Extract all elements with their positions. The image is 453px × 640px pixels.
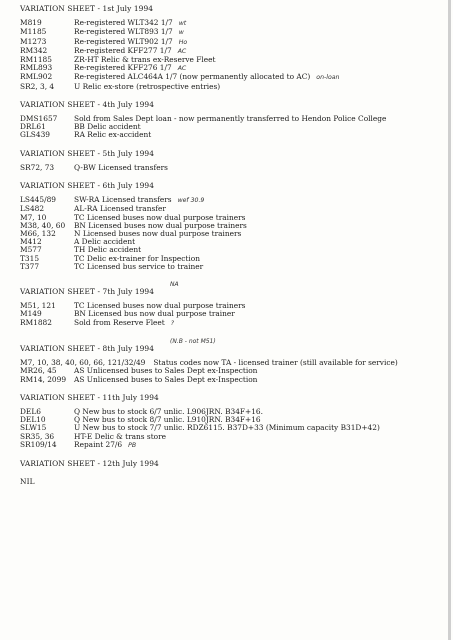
section-heading: VARIATION SHEET - 5th July 1994 [20, 148, 155, 158]
entry-text: HT-E Delic & trans store [74, 431, 167, 441]
variation-section [20, 281, 443, 328]
variation-section [20, 338, 443, 384]
handwritten-note: AC [177, 65, 187, 73]
entry-text: Re-registered KFF277 1/7 [74, 45, 172, 55]
section-heading: VARIATION SHEET - 4th July 1994 [20, 99, 155, 109]
entry-text: Re-registered WLT342 1/7 [74, 18, 173, 28]
handwritten-note: Ho [178, 38, 188, 46]
entry-text: Q New bus to stock 6/7 unlic. L906JRN. B34F+16. [74, 406, 263, 416]
entry-text: TH Delic accident [74, 245, 142, 255]
entry-description [74, 441, 443, 450]
entry-row [20, 263, 443, 271]
fleet-code: GLS439 [20, 130, 50, 140]
entry-text: Repaint 27/6 [74, 439, 123, 449]
fleet-code: M7, 10 [20, 212, 47, 222]
fleet-code: M149 [20, 309, 42, 319]
fleet-code: M412 [20, 237, 42, 247]
fleet-code: RML902 [20, 72, 53, 82]
fleet-code: DEL6 [20, 406, 41, 416]
section-heading: VARIATION SHEET - 6th July 1994 [20, 181, 155, 191]
section-heading: VARIATION SHEET - 1st July 1994 [20, 4, 154, 13]
variation-section [20, 478, 443, 486]
entry-text: TC Licensed buses now dual purpose trainers [74, 301, 246, 311]
variation-section [20, 182, 443, 271]
entry-text: AL-RA Licensed transfer [74, 204, 166, 214]
entry-text: BB Delic accident [74, 122, 141, 132]
handwritten-note: (N.B - not M51) [170, 337, 216, 345]
entry-row [20, 319, 443, 328]
entry-text: AS Unlicensed buses to Sales Dept ex-Inspection [74, 366, 258, 376]
entry-row [20, 441, 443, 450]
fleet-code: RM342 [20, 45, 48, 55]
variation-section [20, 5, 443, 91]
entry-text: SW-RA Licensed transfers [74, 195, 172, 205]
fleet-code: M66, 132 [20, 229, 56, 239]
entry-text: Re-registered ALC464A 1/7 (now permanently allocated to AC) [74, 72, 311, 82]
section-heading: NIL [20, 477, 35, 487]
fleet-code: T315 [20, 253, 40, 263]
entry-row [20, 376, 443, 384]
entry-text: TC Licensed buses now dual purpose trainers [74, 212, 246, 222]
fleet-code: MR26, 45 [20, 366, 57, 376]
entry-description [74, 131, 443, 139]
fleet-code: DMS1657 [20, 114, 58, 124]
fleet-code: RM14, 2099 [20, 374, 67, 384]
entry-description [74, 83, 443, 91]
fleet-code: SR35, 36 [20, 431, 55, 441]
fleet-code: DRL61 [20, 122, 46, 132]
fleet-code: M1273 [20, 36, 47, 46]
entry-description [74, 263, 443, 271]
handwritten-note: w [178, 29, 184, 37]
section-heading: VARIATION SHEET - 11th July 1994 [20, 392, 159, 402]
section-heading: VARIATION SHEET - 8th July 1994 [20, 343, 155, 353]
fleet-code: RM1185 [20, 55, 52, 65]
entry-text: N Licensed buses now dual purpose trainers [74, 229, 242, 239]
entry-text: BN Licensed buses now dual purpose trainers [74, 220, 247, 230]
entry-text: A Delic accident [74, 237, 136, 247]
fleet-code: LS445/89 [20, 195, 56, 205]
entry-row [20, 164, 443, 172]
entry-description [74, 319, 443, 328]
entry-text: U New bus to stock 7/7 unlic. RDZ6115. B37D+33 (Minimum capacity B31D+42) [74, 423, 380, 433]
entry-text: AS Unlicensed buses to Sales Dept ex-Inspection [74, 374, 258, 384]
handwritten-note: on-loan [316, 74, 340, 82]
entry-row [20, 83, 443, 91]
entry-text: BN Licensed bus now dual purpose trainer [74, 309, 235, 319]
handwritten-note: wt [178, 20, 187, 28]
fleet-code: M577 [20, 245, 42, 255]
section-heading: VARIATION SHEET - 12th July 1994 [20, 458, 159, 468]
fleet-code: LS482 [20, 204, 45, 214]
entry-text: Re-registered KFF276 1/7 [74, 63, 172, 73]
fleet-code: M7, 10, 38, 40, 60, 66, 121/32/49 [20, 358, 146, 368]
entry-text: TC Delic ex-trainer for Inspection [74, 253, 200, 263]
fleet-code: SR109/14 [20, 439, 57, 449]
entry-text: Re-registered WLT902 1/7 [74, 36, 173, 46]
entry-description [74, 164, 443, 172]
handwritten-note: ? [170, 319, 175, 327]
entry-row [20, 131, 443, 139]
fleet-code: SR72, 73 [20, 162, 55, 172]
fleet-code: SR2, 3, 4 [20, 81, 55, 91]
fleet-code: RM1882 [20, 317, 52, 327]
fleet-code: M1185 [20, 27, 47, 37]
entry-text: Sold from Reserve Fleet [74, 317, 165, 327]
variation-section [20, 460, 443, 468]
fleet-code: M38, 40, 60 [20, 220, 66, 230]
entry-text: RA Relic ex-accident [74, 130, 152, 140]
section-heading: VARIATION SHEET - 7th July 1994 [20, 287, 155, 297]
entry-text: Sold from Sales Dept loan - now permanently transferred to Hendon Police College [74, 114, 387, 124]
fleet-code: T377 [20, 261, 40, 271]
entry-text: Q New bus to stock 8/7 unlic. L910JRN. B34F+16 [74, 415, 261, 425]
variation-section [20, 101, 443, 140]
fleet-code: M819 [20, 18, 42, 28]
entry-text: TC Licensed bus service to trainer [74, 261, 204, 271]
entry-description [74, 376, 443, 384]
entry-text: Status codes now TA - licensed trainer (still available for service) [153, 358, 398, 368]
handwritten-note: PB [128, 441, 137, 449]
entry-text: U Relic ex-store (retrospective entries) [74, 81, 221, 91]
entry-text: Q-BW Licensed transfers [74, 162, 168, 172]
handwritten-note: wef 30.9 [177, 197, 205, 205]
entry-text: Re-registered WLT893 1/7 [74, 27, 173, 37]
handwritten-note: AC [177, 47, 187, 55]
variation-section [20, 394, 443, 450]
fleet-code: RML893 [20, 63, 53, 73]
fleet-code: M51, 121 [20, 301, 56, 311]
entry-description [74, 433, 443, 441]
variation-section [20, 150, 443, 172]
fleet-code: SLW15 [20, 423, 47, 433]
fleet-code: DEL10 [20, 415, 46, 425]
entry-text: ZR-HT Relic & trans ex-Reserve Fleet [74, 55, 216, 65]
handwritten-note: NA [170, 281, 179, 289]
